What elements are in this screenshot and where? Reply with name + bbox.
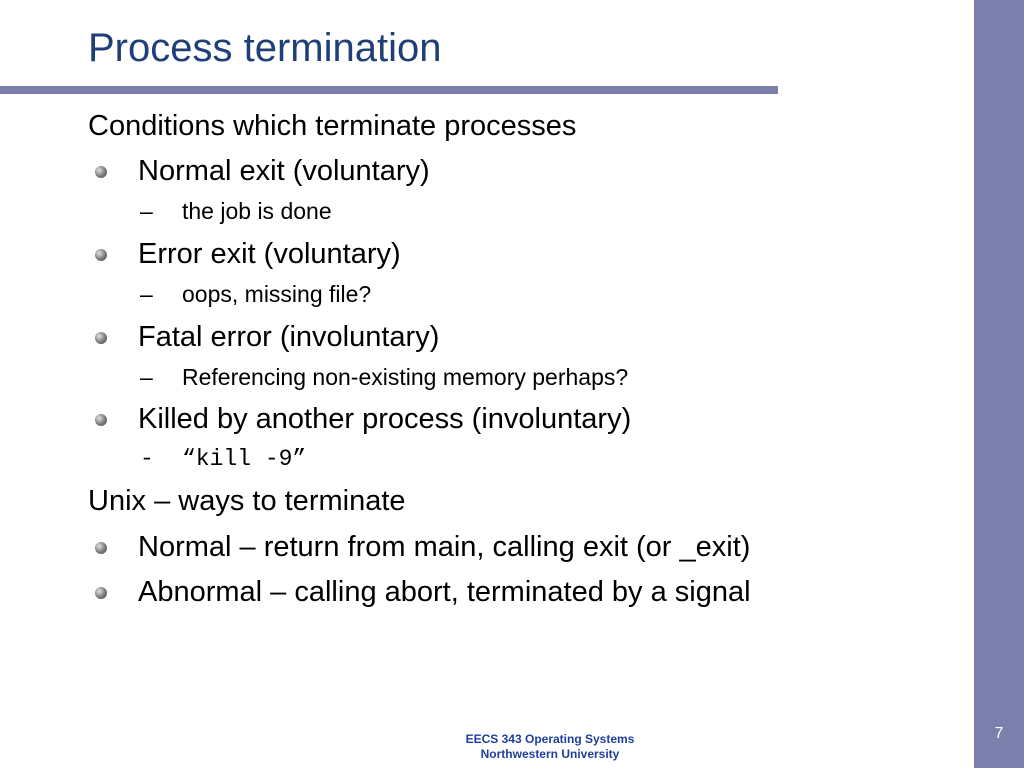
section-heading-conditions: Conditions which terminate processes — [88, 110, 577, 142]
bullet-icon — [95, 587, 107, 599]
dash-icon: – — [140, 281, 153, 307]
bullet-icon — [95, 332, 107, 344]
bullet-icon — [95, 249, 107, 261]
bullet-icon — [95, 166, 107, 178]
section-heading-unix: Unix – ways to terminate — [88, 485, 406, 517]
bullet-normal-exit: Normal exit (voluntary) — [138, 155, 430, 187]
sub-item-memory: Referencing non-existing memory perhaps? — [182, 364, 629, 390]
bullet-icon — [95, 414, 107, 426]
footer-course: EECS 343 Operating Systems — [465, 732, 635, 746]
side-accent-band — [974, 0, 1024, 768]
bullet-fatal-error: Fatal error (involuntary) — [138, 321, 440, 353]
sub-item-kill-command: “kill -9” — [182, 446, 307, 472]
footer-university: Northwestern University — [480, 747, 620, 761]
sub-item-missing-file: oops, missing file? — [182, 281, 372, 307]
dash-icon: – — [140, 364, 153, 390]
dash-icon: – — [140, 198, 153, 224]
bullet-abnormal: Abnormal – calling abort, terminated by a signal — [138, 576, 751, 608]
slide-title: Process termination — [88, 26, 442, 70]
bullet-normal-return: Normal – return from main, calling exit (or _exit) — [138, 531, 751, 563]
sub-item-job-done: the job is done — [182, 198, 332, 224]
dash-icon: - — [140, 446, 154, 472]
bullet-icon — [95, 542, 107, 554]
title-underline-rule — [0, 86, 778, 94]
bullet-error-exit: Error exit (voluntary) — [138, 238, 401, 270]
bullet-killed: Killed by another process (involuntary) — [138, 403, 632, 435]
page-number: 7 — [994, 725, 1004, 742]
